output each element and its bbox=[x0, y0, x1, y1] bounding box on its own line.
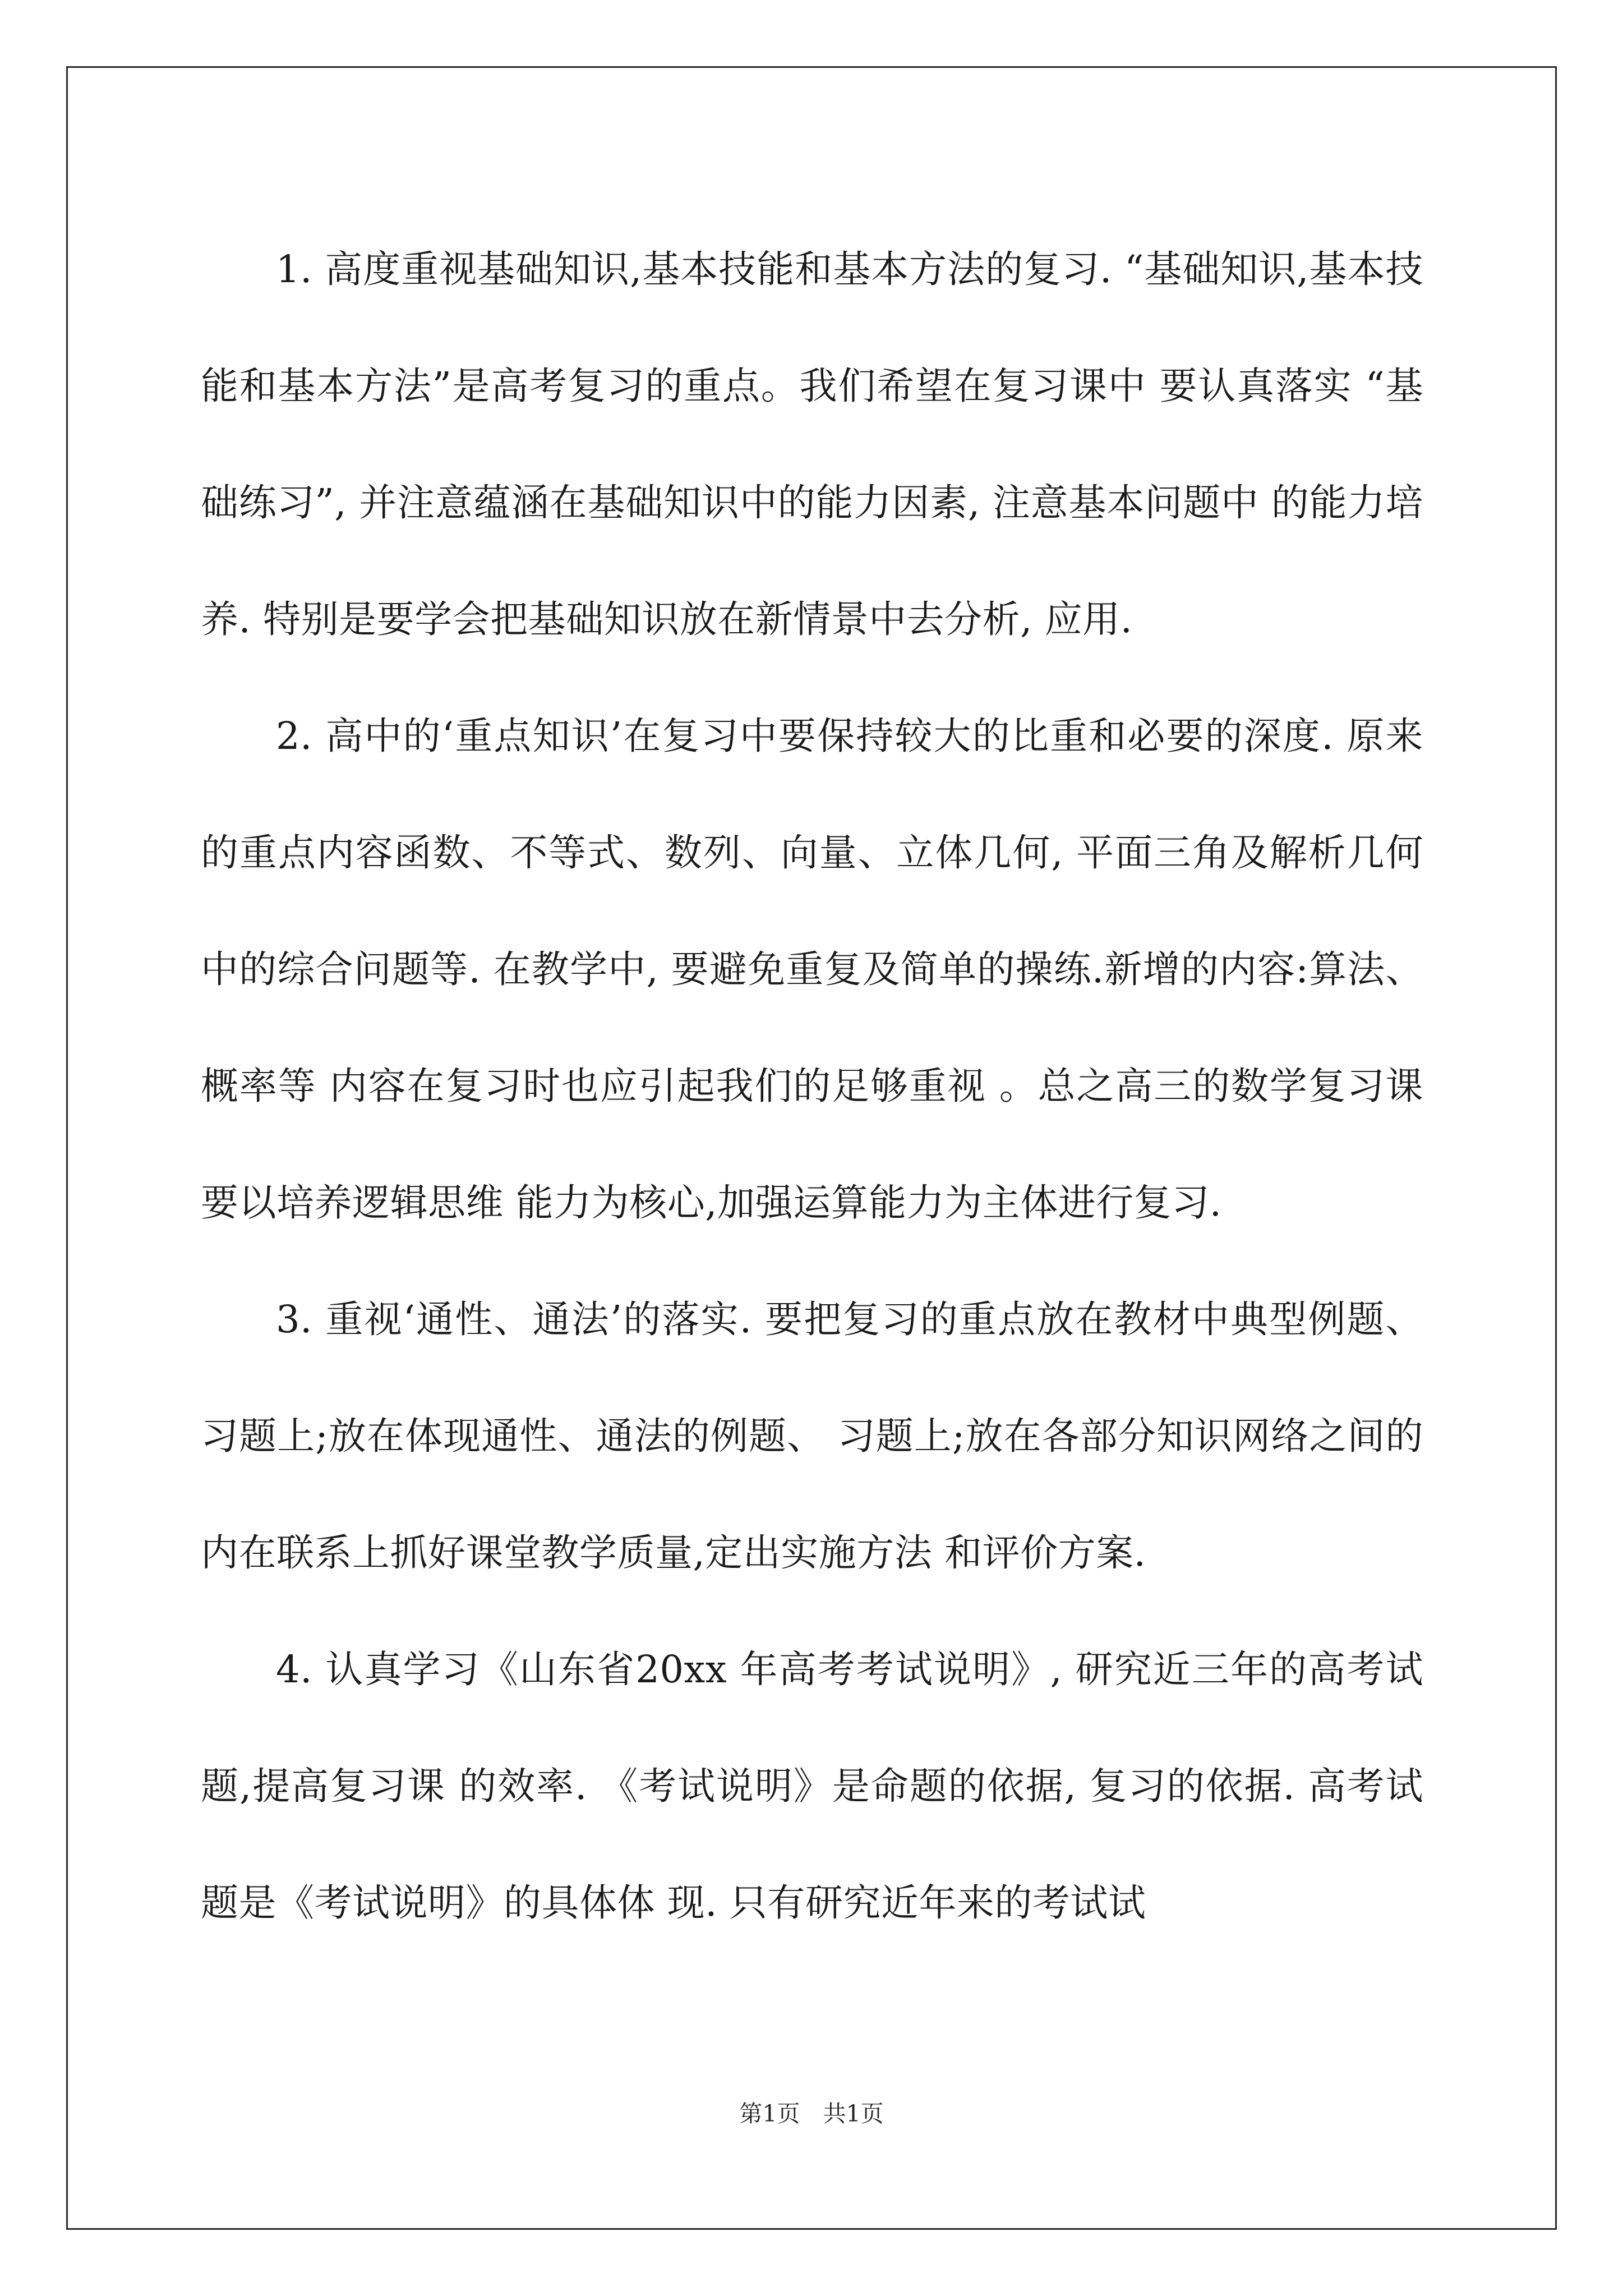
paragraph-3: 3. 重视‘通性、通法’的落实. 要把复习的重点放在教材中典型例题、习题上;放在体现通性、通法的例题、 习题上;放在各部分知识网络之间的内在联系上抓好课堂教学质量,定出实施方法 和评价方案. bbox=[201, 1297, 1423, 1575]
paragraph-1: 1. 高度重视基础知识,基本技能和基本方法的复习. “基础知识,基本技能和基本方法”是高考复习的重点。我们希望在复习课中 要认真落实 “基础练习”, 并注意蕴涵在基础知识中的能力因素, 注意基本问题中 的能力培养. 特别是要学会把基础知识放在新情景中去分析, 应用. bbox=[201, 247, 1423, 641]
paragraph-2: 2. 高中的‘重点知识’在复习中要保持较大的比重和必要的深度. 原来的重点内容函数、不等式、数列、向量、立体几何, 平面三角及解析几何 中的综合问题等. 在教学中, 要避免重复及简单的操练.新增的内容:算法、概率等 内容在复习时也应引起我们的足够重视 。总之高三的数学复习课要以培养逻辑思维 能力为核心,加强运算能力为主体进行复习. bbox=[201, 714, 1423, 1225]
document-body bbox=[201, 211, 1423, 1961]
paragraph-4: 4. 认真学习《山东省20xx 年高考考试说明》, 研究近三年的高考试题,提高复习课 的效率. 《考试说明》是命题的依据, 复习的依据. 高考试题是《考试说明》的具体体 现. 只有研究近年来的考试试 bbox=[201, 1648, 1423, 1925]
page-number-footer: 第1页 共1页 bbox=[739, 2100, 884, 2127]
